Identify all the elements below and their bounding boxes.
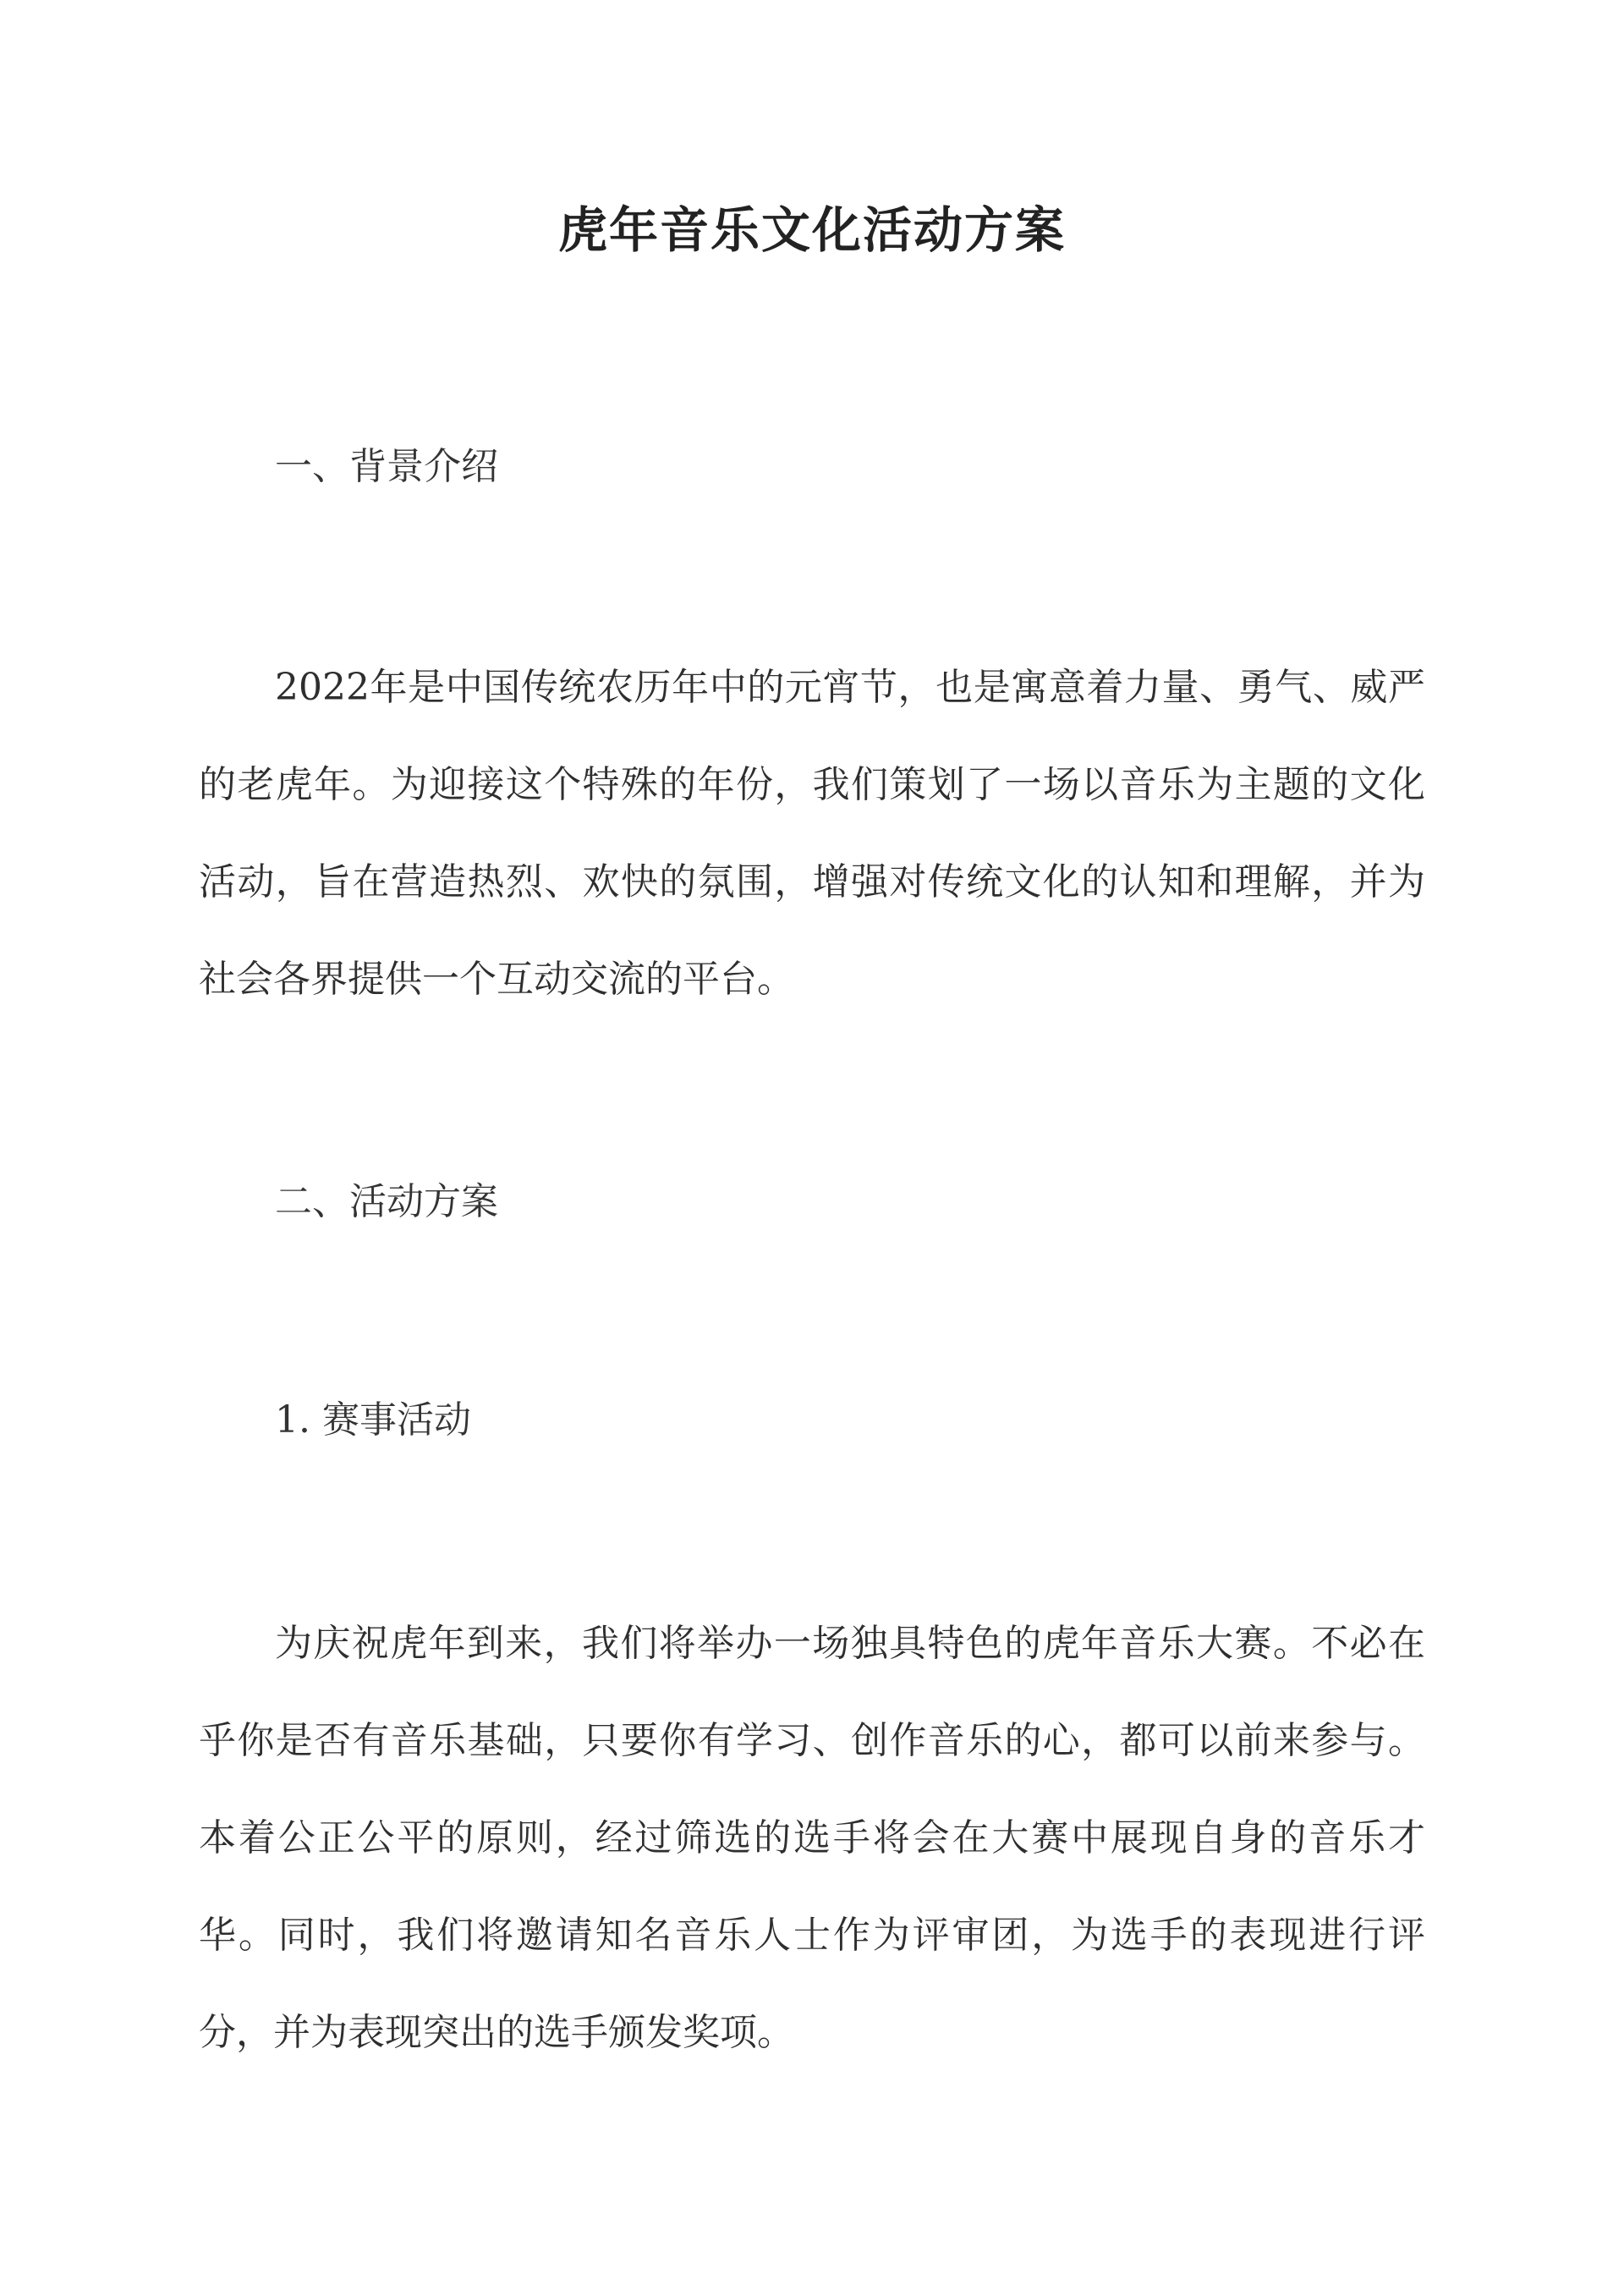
background-paragraph: 2022年是中国传统农历年中的元宵节，也是寓意着力量、勇气、威严的老虎年。为迎接这个特殊的年份，我们策划了一场以音乐为主题的文化活动，旨在营造热烈、欢快的氛围，增强对传统文化的认知和理解，并为社会各界提供一个互动交流的平台。 — [199, 666, 1425, 1001]
subsection-heading-competition: 1. 赛事活动 — [275, 1398, 471, 1442]
section-heading-background: 一、背景介绍 — [275, 445, 498, 488]
competition-paragraph: 为庆祝虎年到来，我们将举办一场独具特色的虎年音乐大赛。不必在乎你是否有音乐基础，只要你有学习、创作音乐的心，都可以前来参与。本着公正公平的原则，经过筛选的选手将会在大赛中展现自身的音乐才华。同时，我们将邀请知名音乐人士作为评审团，为选手的表现进行评分，并为表现突出的选手颁发奖项。 — [199, 1622, 1425, 2054]
document-title: 虎年音乐文化活动方案 — [557, 201, 1066, 259]
section-heading-activity-plan: 二、活动方案 — [275, 1180, 498, 1223]
